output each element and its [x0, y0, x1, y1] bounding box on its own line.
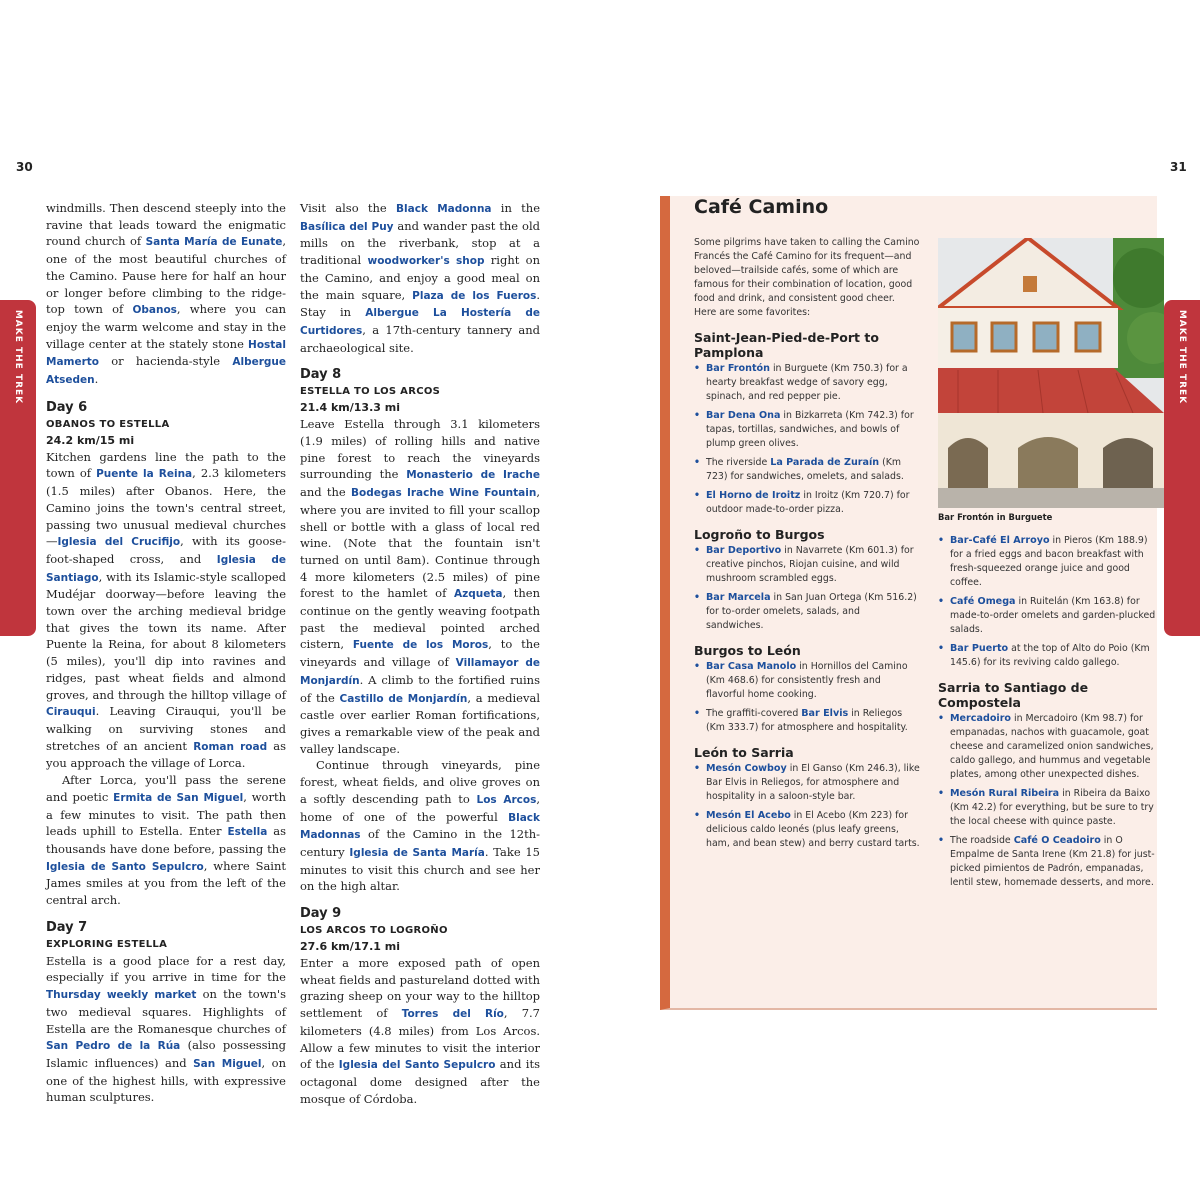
section-heading: Saint-Jean-Pied-de-Port to Pamplona: [694, 330, 879, 360]
place-link[interactable]: Black Madonna: [396, 203, 492, 215]
place-link[interactable]: Café Omega: [950, 596, 1016, 607]
day-heading: Day 8: [300, 367, 342, 383]
cafe-list-item: • Bar Puerto at the top of Alto do Poio (Km 145.6) for its reviving caldo gallego.: [938, 642, 1160, 670]
place-link[interactable]: Bodegas Irache Wine Fountain: [350, 487, 537, 500]
place-link[interactable]: Santa María de Eunate: [145, 236, 283, 249]
place-link[interactable]: Black Madonnas: [300, 811, 540, 842]
place-link[interactable]: Plaza de los Fueros: [412, 289, 537, 302]
place-link[interactable]: Café O Ceadoiro: [1013, 835, 1101, 846]
cafe-list-item: • Bar-Café El Arroyo in Pieros (Km 188.9) for a fried eggs and bacon breakfast with fresh-squeezed orange juice and good coffee.: [938, 534, 1160, 590]
place-link[interactable]: Albergue La Hostería de Curtidores: [300, 307, 540, 337]
place-link[interactable]: Bar Marcela: [706, 592, 771, 603]
cafe-list: [694, 660, 920, 735]
paragraph: Continue through vineyards, pine forest, wheat fields, and olive groves on a softly descending path to Los Arcos, home of one of the powerful Black Madonnas of the Camino in the 12th-century Iglesia de Santa María. Take 15 minutes to visit this church and see her on the high altar.: [300, 758, 540, 894]
place-link[interactable]: Roman road: [193, 740, 268, 753]
place-link[interactable]: Iglesia de Santa María: [349, 846, 485, 859]
place-link[interactable]: Torres del Río: [401, 1008, 504, 1021]
route-heading: LOS ARCOS TO LOGROÑO: [300, 925, 448, 937]
place-link[interactable]: Bar Deportivo: [706, 545, 782, 556]
place-link[interactable]: Los Arcos: [476, 793, 537, 806]
paragraph: Kitchen gardens line the path to the town of Puente la Reina, 2.3 kilometers (1.5 miles) after Obanos. Here, the Camino joins the town's central street, passing two unusual medieval churches—Iglesia del Crucifijo, with its goose-foot-shaped cross, and Iglesia de Santiago, with its Islamic-style scalloped Mudéjar doorway—before leaving the town over the arching medieval bridge that gives the town its name. After Puente la Reina, for about 8 kilometers (5 miles), you'll dip into ravines and ridges, past wheat fields and almond groves, and through the hilltop village of Cirauqui. Leaving Cirauqui, you'll be walking on surviving stones and stretches of an ancient Roman road as you approach the village of Lorca.: [46, 449, 287, 771]
page-number-left: 30: [16, 160, 33, 174]
section-heading: Logroño to Burgos: [694, 527, 825, 542]
cafe-list: [694, 762, 920, 851]
place-link[interactable]: Bar Frontón: [706, 363, 770, 374]
distance: 21.4 km/13.3 mi: [300, 401, 400, 415]
place-link[interactable]: Cirauqui: [46, 706, 96, 719]
cafe-list: [694, 362, 920, 517]
place-link[interactable]: Fuente de los Moros: [352, 639, 489, 652]
tab-label: MAKE THE TREK: [13, 309, 23, 405]
place-link[interactable]: Villamayor de Monjardín: [300, 657, 541, 687]
place-link[interactable]: Bar Dena Ona: [706, 410, 781, 421]
place-link[interactable]: Iglesia de Santo Sepulcro: [46, 860, 204, 873]
place-link[interactable]: Albergue Atseden: [46, 356, 286, 387]
place-link[interactable]: La Parada de Zuraín: [770, 457, 880, 468]
place-link[interactable]: Basílica del Puy: [300, 220, 394, 233]
place-link[interactable]: Bar Elvis: [801, 708, 849, 719]
section-heading: Burgos to León: [694, 643, 801, 658]
cafe-list-item: • Mesón El Acebo in El Acebo (Km 223) for delicious caldo leonés (plus leafy greens, ham, and bean stew) and berry custard tarts.: [694, 809, 920, 851]
place-link[interactable]: Ermita de San Miguel: [113, 791, 244, 804]
sidebar-left-column: [694, 236, 920, 856]
cafe-list-item: • Bar Frontón in Burguete (Km 750.3) for a hearty breakfast wedge of savory egg, spinach, and red pepper pie.: [694, 362, 920, 404]
cafe-list-item: • The graffiti-covered Bar Elvis in Reliegos (Km 333.7) for atmosphere and hospitality.: [694, 707, 920, 735]
place-link[interactable]: El Horno de Iroitz: [706, 490, 801, 501]
route-heading: OBANOS TO ESTELLA: [46, 418, 170, 430]
place-link[interactable]: Mercadoiro: [950, 713, 1012, 724]
paragraph: Estella is a good place for a rest day, especially if you arrive in time for the Thursday weekly market on the town's two medieval squares. Highlights of Estella are the Romanesque churches of San Pedro de la Rúa (also possessing Islamic influences) and San Miguel, on one of the highest hills, with expressive human sculptures.: [46, 953, 286, 1105]
tab-label: MAKE THE TREK: [1177, 309, 1187, 405]
text-column-2: [300, 200, 540, 1107]
place-link[interactable]: San Pedro de la Rúa: [46, 1040, 181, 1053]
section-tab-right: [1164, 300, 1200, 636]
section-heading: León to Sarria: [694, 745, 794, 760]
distance: 27.6 km/17.1 mi: [300, 940, 400, 954]
paragraph: windmills. Then descend steeply into the ravine that leads toward the enigmatic round church of Santa María de Eunate, one of the most beautiful churches of the Camino. Pause here for half an hour or longer before climbing to the ridge-top town of Obanos, where you can enjoy the warm welcome and stay in the village center at the stately stone Hostal Mamerto or hacienda-style Albergue Atseden.: [46, 201, 287, 387]
sidebar-sections: [694, 330, 920, 851]
place-link[interactable]: Bar Puerto: [950, 643, 1009, 654]
place-link[interactable]: Mesón El Acebo: [706, 810, 791, 821]
paragraph: Leave Estella through 3.1 kilometers (1.9 miles) of rolling hills and native pine forest to reach the vineyards surrounding the Monasterio de Irache and the Bodegas Irache Wine Fountain, where you are invited to fill your scallop shell or bottle with a glass of local red wine. (Note that the fountain isn't turned on until 8am). Continue through 4 more kilometers (2.5 miles) of pine forest to the hamlet of Azqueta, then continue on the gently weaving footpath past the medieval pointed arched cistern, Fuente de los Moros, to the vineyards and village of Villamayor de Monjardín. A climb to the fortified ruins of the Castillo de Monjardín, a medieval castle over earlier Roman fortifications, gives a remarkable view of the peak and valley landscape.: [300, 417, 541, 756]
place-link[interactable]: Mesón Cowboy: [706, 763, 787, 774]
cafe-list-item: • Café Omega in Ruitelán (Km 163.8) for made-to-order omelets and garden-plucked salads.: [938, 595, 1160, 637]
place-link[interactable]: Puente la Reina: [96, 468, 193, 481]
cafe-list-item: • The riverside La Parada de Zuraín (Km 723) for sandwiches, omelets, and salads.: [694, 456, 920, 484]
cafe-camino-sidebar: [660, 196, 1157, 1010]
place-link[interactable]: Iglesia del Santo Sepulcro: [338, 1059, 496, 1072]
place-link[interactable]: San Miguel: [193, 1057, 262, 1070]
cafe-list-item: • Mesón Cowboy in El Ganso (Km 246.3), like Bar Elvis in Reliegos, for atmosphere and hospitality in a saloon-style bar.: [694, 762, 920, 804]
section-heading: Sarria to Santiago de Compostela: [938, 680, 1089, 710]
right-item-list: [938, 712, 1160, 890]
cafe-list-item: • Bar Dena Ona in Bizkarreta (Km 742.3) for tapas, tortillas, sandwiches, and bowls of plump green olives.: [694, 409, 920, 451]
page-number-right: 31: [1170, 160, 1187, 174]
place-link[interactable]: Estella: [227, 826, 268, 839]
photo-caption: Bar Frontón in Burguete: [938, 512, 1053, 522]
sidebar-title: Café Camino: [694, 196, 829, 218]
cafe-list-item: • Mesón Rural Ribeira in Ribeira da Baixo (Km 42.2) for everything, but be sure to try the local cheese with quince paste.: [938, 787, 1160, 829]
place-link[interactable]: Obanos: [132, 304, 177, 317]
place-link[interactable]: Mesón Rural Ribeira: [950, 788, 1060, 799]
cafe-list-item: • Bar Deportivo in Navarrete (Km 601.3) for creative pinchos, Riojan cuisine, and wild mushroom scrambled eggs.: [694, 544, 920, 586]
paragraph: Enter a more exposed path of open wheat fields and pastureland dotted with grazing sheep on your way to the hilltop settlement of Torres del Río, 7.7 kilometers (4.8 miles) from Los Arcos. Allow a few minutes to visit the interior of the Iglesia del Santo Sepulcro and its octagonal dome designed after the mosque of Córdoba.: [300, 956, 541, 1106]
cafe-list-item: • Mercadoiro in Mercadoiro (Km 98.7) for empanadas, nachos with guacamole, goat cheese and caramelized onion sandwiches, caldo gallego, and hummus and vegetable plates, among other unexpected dishes.: [938, 712, 1160, 782]
place-link[interactable]: Bar-Café El Arroyo: [950, 535, 1050, 546]
distance: 24.2 km/15 mi: [46, 433, 135, 447]
cafe-photo: [938, 238, 1164, 508]
text-column-1: [46, 200, 286, 1106]
route-heading: EXPLORING ESTELLA: [46, 938, 168, 950]
section-tab-left: [0, 300, 36, 636]
place-link[interactable]: Iglesia del Crucifijo: [57, 536, 181, 549]
place-link[interactable]: Iglesia de Santiago: [46, 553, 287, 584]
cafe-list-item: • El Horno de Iroitz in Iroitz (Km 720.7) for outdoor made-to-order pizza.: [694, 489, 920, 517]
day-heading: Day 9: [300, 906, 342, 922]
day-heading: Day 6: [46, 399, 88, 415]
route-heading: ESTELLA TO LOS ARCOS: [300, 386, 441, 398]
cafe-list-item: • The roadside Café O Ceadoiro in O Empalme de Santa Irene (Km 21.8) for just-picked pimientos de Padrón, empanadas, lentil stew, homemade desserts, and more.: [938, 834, 1160, 890]
right-item-list: [938, 534, 1160, 670]
place-link[interactable]: Bar Casa Manolo: [706, 661, 797, 672]
place-link[interactable]: Azqueta: [453, 588, 503, 601]
place-link[interactable]: Monasterio de Irache: [406, 469, 540, 482]
place-link[interactable]: Castillo de Monjardín: [339, 692, 468, 705]
place-link[interactable]: woodworker's shop: [367, 255, 485, 268]
paragraph: After Lorca, you'll pass the serene and poetic Ermita de San Miguel, worth a few minutes to visit. The path then leads uphill to Estella. Enter Estella as thousands have done before, passing the Iglesia de Santo Sepulcro, where Saint James smiles at you from the left of the central arch.: [46, 773, 287, 908]
place-link[interactable]: Hostal Mamerto: [46, 338, 286, 369]
sidebar-intro: Some pilgrims have taken to calling the Camino Francés the Café Camino for its frequent—and beloved—trailside cafés, some of which are famous for their combination of location, good food and drink, and consistent good cheer. Here are some favorites:: [694, 237, 920, 318]
cafe-list-item: • Bar Marcela in San Juan Ortega (Km 516.2) for to-order omelets, salads, and sandwiches.: [694, 591, 920, 633]
sidebar-right-column: [938, 532, 1160, 895]
bar-fronton-photo: [938, 238, 1164, 508]
day-heading: Day 7: [46, 919, 88, 935]
cafe-list: [694, 544, 920, 633]
place-link[interactable]: Thursday weekly market: [46, 989, 197, 1002]
paragraph: Visit also the Black Madonna in the Basílica del Puy and wander past the old mills on the riverbank, stop at a traditional woodworker's shop right on the Camino, and enjoy a good meal on the main square, Plaza de los Fueros. Stay in Albergue La Hostería de Curtidores, a 17th-century tannery and archaeological site.: [300, 201, 540, 355]
cafe-list-item: • Bar Casa Manolo in Hornillos del Camino (Km 468.6) for consistently fresh and flavorful home cooking.: [694, 660, 920, 702]
